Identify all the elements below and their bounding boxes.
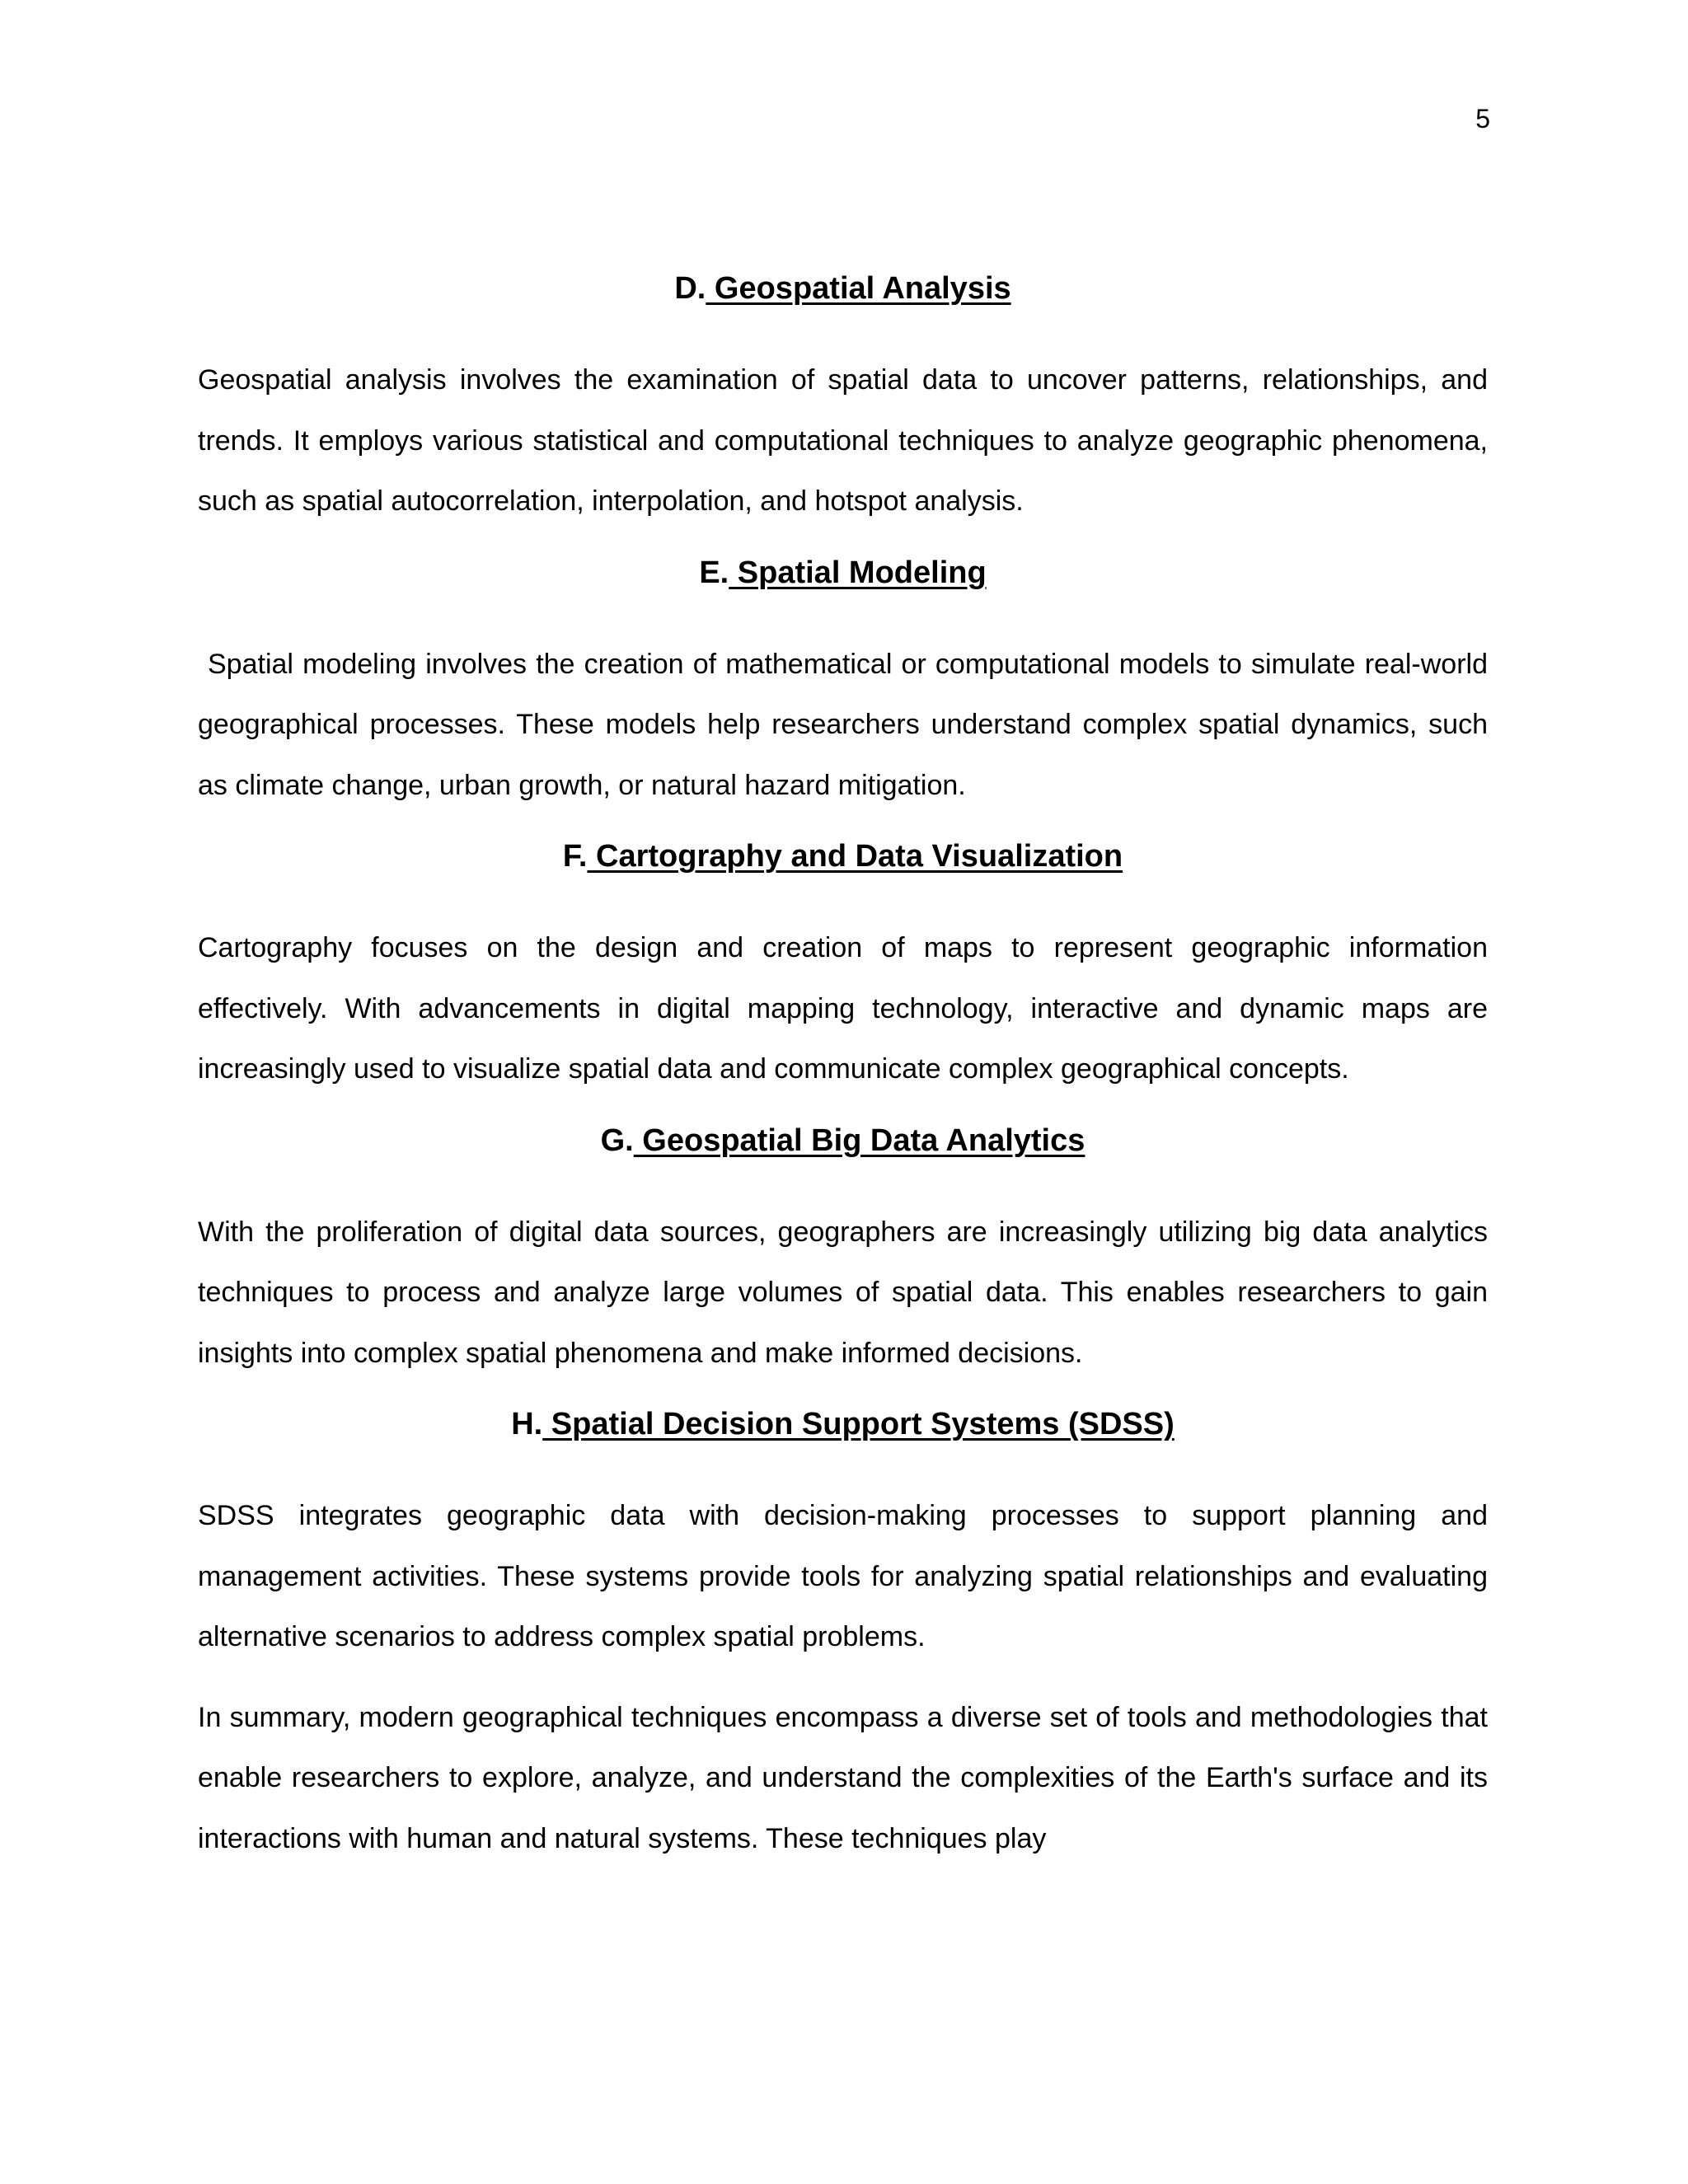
section-letter: F.: [562, 839, 588, 874]
section-title: Geospatial Big Data Analytics: [633, 1122, 1085, 1158]
section-paragraph-h: SDSS integrates geographic data with decision-making processes to support planning and management activities. These systems provide tools for analyzing spatial relationships and evaluating alternative scenarios to address complex spatial problems.: [198, 1500, 1488, 1652]
section-letter: G.: [600, 1122, 634, 1158]
section-title: Spatial Modeling: [729, 555, 987, 590]
section-title: Spatial Decision Support Systems (SDSS): [542, 1407, 1175, 1441]
page-number: 5: [1475, 104, 1490, 134]
section-letter: H.: [511, 1407, 543, 1441]
section-paragraph-g: With the proliferation of digital data sources, geographers are increasingly utilizing big data analytics techniques to process and analyze large volumes of spatial data. This enables researchers to gain insights into complex spatial phenomena and make informed decisions.: [198, 1216, 1488, 1369]
section-heading-g: [198, 1120, 1488, 1161]
section-heading-h: [198, 1404, 1488, 1445]
summary-paragraph: In summary, modern geographical techniques encompass a diverse set of tools and methodologies that enable researchers to explore, analyze, and understand the complexities of the Earth's surface and its interactions with human and natural systems. These techniques play: [198, 1701, 1488, 1854]
section-heading-e: [198, 552, 1488, 593]
section-paragraph-d: Geospatial analysis involves the examination of spatial data to uncover patterns, relationships, and trends. It employs various statistical and computational techniques to analyze geographic phenomena, such as spatial autocorrelation, interpolation, and hotspot analysis.: [198, 364, 1488, 517]
section-paragraph-f: Cartography focuses on the design and creation of maps to represent geographic information effectively. With advancements in digital mapping technology, interactive and dynamic maps are increasingly used to visualize spatial data and communicate complex geographical concepts.: [198, 932, 1488, 1085]
section-letter: D.: [674, 271, 706, 306]
section-title: Cartography and Data Visualization: [587, 839, 1123, 874]
section-heading-d: [198, 268, 1488, 309]
document-body: [198, 268, 1488, 1889]
section-title: Geospatial Analysis: [706, 271, 1011, 306]
section-letter: E.: [699, 555, 729, 590]
section-paragraph-e: Spatial modeling involves the creation of mathematical or computational models to simulate real-world geographical processes. These models help researchers understand complex spatial dynamics, such as climate change, urban growth, or natural hazard mitigation.: [198, 648, 1488, 801]
section-heading-f: [198, 836, 1488, 877]
